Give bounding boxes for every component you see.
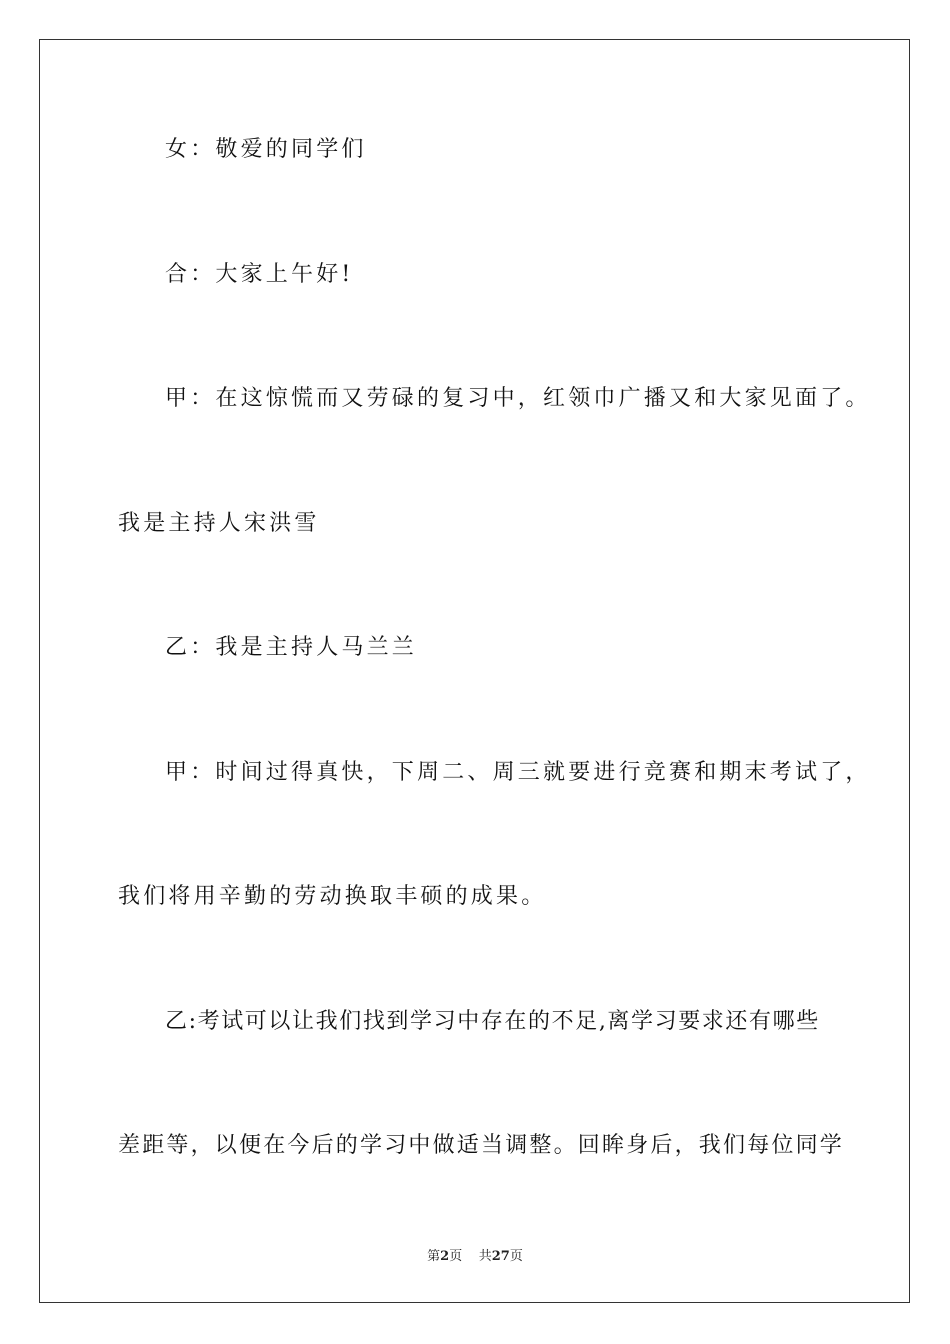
text-line-1: 女：敬爱的同学们 [165, 137, 367, 162]
text-line-8: 乙:考试可以让我们找到学习中存在的不足,离学习要求还有哪些 [165, 1009, 820, 1034]
page-footer [0, 1249, 950, 1265]
text-line-6: 甲：时间过得真快，下周二、周三就要进行竞赛和期末考试了， [165, 760, 871, 785]
text-line-7: 我们将用辛勤的劳动换取丰硕的成果。 [118, 884, 547, 909]
footer-total-suffix: 页 [509, 1249, 523, 1264]
footer-prefix: 第 [427, 1249, 441, 1264]
footer-total-pages: 27 [491, 1249, 510, 1264]
text-line-4: 我是主持人宋洪雪 [118, 511, 320, 536]
footer-total-prefix: 共 [478, 1249, 492, 1264]
footer-page-suffix: 页 [449, 1249, 463, 1264]
footer-page-number: 2 [440, 1249, 450, 1264]
text-line-3: 甲：在这惊慌而又劳碌的复习中，红领巾广播又和大家见面了。 [165, 386, 871, 411]
text-line-5: 乙：我是主持人马兰兰 [165, 635, 418, 660]
page-frame [39, 39, 910, 1303]
text-line-9: 差距等，以便在今后的学习中做适当调整。回眸身后，我们每位同学 [118, 1133, 845, 1158]
text-line-2: 合：大家上午好! [165, 262, 354, 287]
